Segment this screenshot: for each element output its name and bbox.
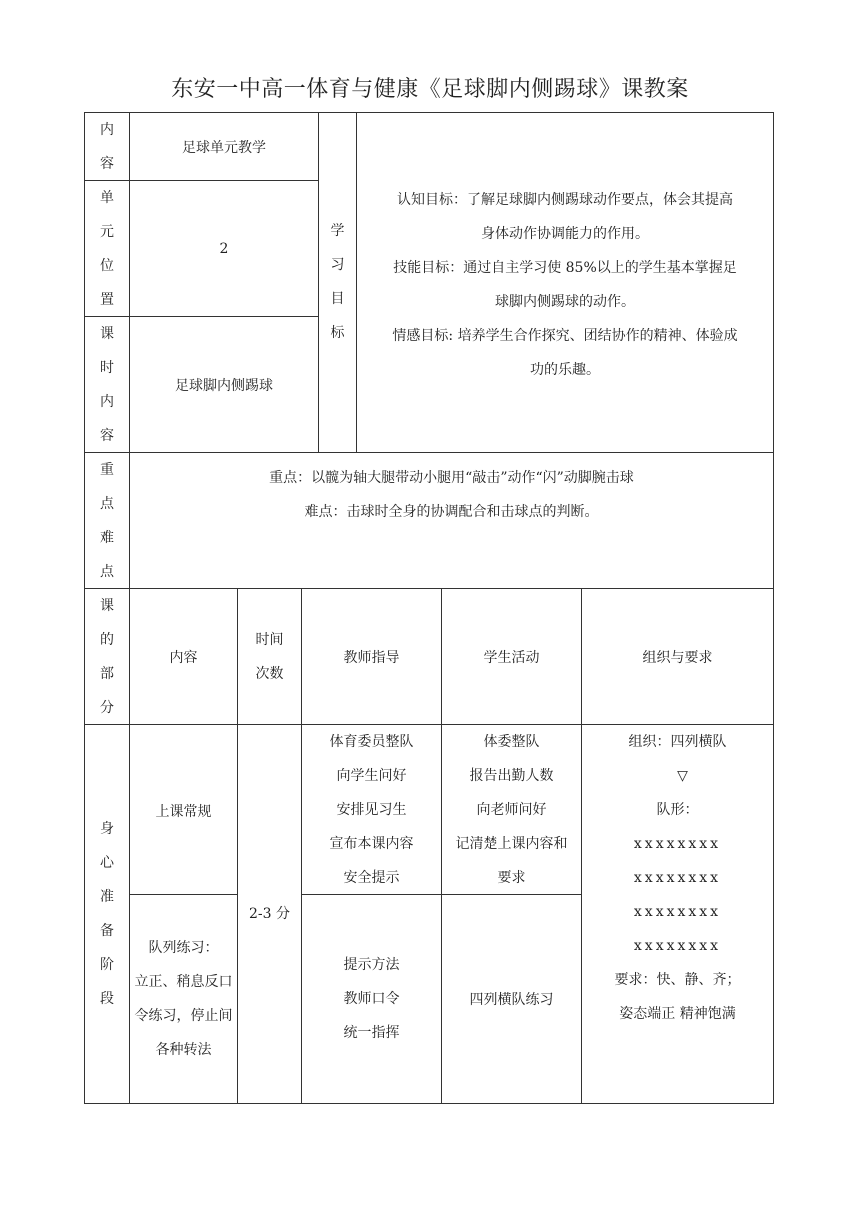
label-char: 标 — [330, 324, 345, 341]
unit-value: 2 — [129, 180, 319, 317]
requirement-line: 要求：快、静、齐； — [614, 972, 741, 988]
label-char: 分 — [100, 699, 114, 716]
label-char: 置 — [100, 291, 114, 308]
label-char: 重 — [100, 461, 114, 478]
lesson-value: 足球脚内侧踢球 — [129, 316, 319, 453]
content-line: 队列练习： — [148, 940, 219, 956]
label-char: 内 — [100, 393, 114, 410]
label-char: 点 — [100, 563, 114, 580]
formation-row: xxxxxxxx — [633, 904, 722, 920]
goal-line: 情感目标: 培养学生合作探究、团结协作的精神、体验成 — [392, 328, 738, 344]
col-time-header — [237, 588, 302, 725]
time-value: 2-3 分 — [249, 906, 290, 922]
label-char: 位 — [100, 257, 114, 274]
header-line: 次数 — [255, 665, 284, 682]
goal-line: 身体动作协调能力的作用。 — [481, 226, 649, 242]
label-char: 点 — [100, 495, 114, 512]
col-org-header: 组织与要求 — [581, 588, 774, 725]
label-char: 的 — [100, 631, 114, 648]
content-label — [84, 112, 130, 181]
student-line: 体委整队 — [483, 733, 540, 750]
row2-content — [129, 894, 238, 1104]
key-points-content — [129, 452, 774, 589]
page-title: 东安一中高一体育与健康《足球脚内侧踢球》课教案 — [171, 77, 689, 102]
teacher-line: 提示方法 — [343, 957, 400, 973]
formation-label: 队形： — [656, 802, 699, 818]
formation-row: xxxxxxxx — [633, 938, 722, 954]
label-char: 时 — [100, 359, 114, 376]
requirement-line: 姿态端正 精神饱满 — [619, 1006, 736, 1022]
row2-student: 四列横队练习 — [441, 894, 582, 1104]
teacher-line: 体育委员整队 — [329, 733, 414, 750]
section-org — [581, 724, 774, 1104]
teacher-line: 安全提示 — [343, 869, 400, 886]
label-char: 课 — [100, 597, 114, 614]
teacher-line: 宣布本课内容 — [329, 835, 414, 852]
label-char: 元 — [100, 223, 114, 240]
col-content-header: 内容 — [129, 588, 238, 725]
label-char: 备 — [100, 923, 114, 939]
label-char: 难 — [100, 529, 114, 546]
label-char: 课 — [100, 325, 114, 342]
label-char: 内 — [100, 121, 114, 138]
part-label — [84, 588, 130, 725]
label-char: 目 — [330, 290, 345, 307]
student-line: 向老师问好 — [476, 801, 547, 818]
formation-row: xxxxxxxx — [633, 870, 722, 886]
goal-line: 功的乐趣。 — [530, 362, 600, 378]
section-time — [237, 724, 302, 1104]
label-char: 身 — [100, 821, 114, 837]
formation-row: xxxxxxxx — [633, 836, 722, 852]
label-char: 阶 — [100, 957, 114, 973]
goal-line: 认知目标：了解足球脚内侧踢球动作要点，体会其提高 — [397, 192, 733, 208]
key-point-line: 难点：击球时全身的协调配合和击球点的判断。 — [304, 504, 599, 520]
teacher-line: 统一指挥 — [343, 1025, 400, 1041]
student-line: 报告出勤人数 — [469, 767, 554, 784]
col-teacher-header: 教师指导 — [301, 588, 442, 725]
row2-teacher — [301, 894, 442, 1104]
col-student-header: 学生活动 — [441, 588, 582, 725]
content-line: 立正、稍息反口 — [134, 974, 233, 990]
label-char: 容 — [100, 155, 114, 172]
lesson-label — [84, 316, 130, 453]
goal-line: 技能目标：通过自主学习使 85%以上的学生基本掌握足 — [393, 260, 737, 276]
org-text: 组织：四列横队 — [628, 734, 727, 750]
label-char: 单 — [100, 189, 114, 206]
teacher-position-icon: ▽ — [677, 768, 688, 784]
teacher-line: 向学生问好 — [336, 767, 407, 784]
row1-teacher — [301, 724, 442, 895]
learning-goals — [356, 112, 774, 453]
org-line — [629, 725, 727, 793]
label-char: 段 — [100, 991, 114, 1007]
content-line: 令练习，停止间 — [134, 1008, 233, 1024]
content-value: 足球单元教学 — [129, 112, 319, 181]
section-label — [84, 724, 130, 1104]
teacher-line: 教师口令 — [343, 991, 400, 1007]
label-char: 容 — [100, 427, 114, 444]
label-char: 学 — [330, 222, 345, 239]
label-char: 心 — [100, 855, 114, 871]
label-char: 习 — [330, 256, 345, 273]
unit-label — [84, 180, 130, 317]
teacher-line: 安排见习生 — [336, 801, 407, 818]
label-char: 准 — [100, 889, 114, 905]
student-line: 要求 — [497, 869, 526, 886]
student-line: 记清楚上课内容和 — [455, 835, 568, 852]
label-char: 部 — [100, 665, 114, 682]
key-points-label — [84, 452, 130, 589]
goal-label-cell — [318, 112, 357, 453]
goal-line: 球脚内侧踢球的动作。 — [495, 294, 635, 310]
row1-student — [441, 724, 582, 895]
header-line: 时间 — [255, 631, 284, 648]
key-point-line: 重点：以髋为轴大腿带动小腿用“敲击”动作“闪”动脚腕击球 — [269, 470, 634, 486]
content-line: 各种转法 — [155, 1042, 212, 1058]
row1-content: 上课常规 — [129, 724, 238, 895]
